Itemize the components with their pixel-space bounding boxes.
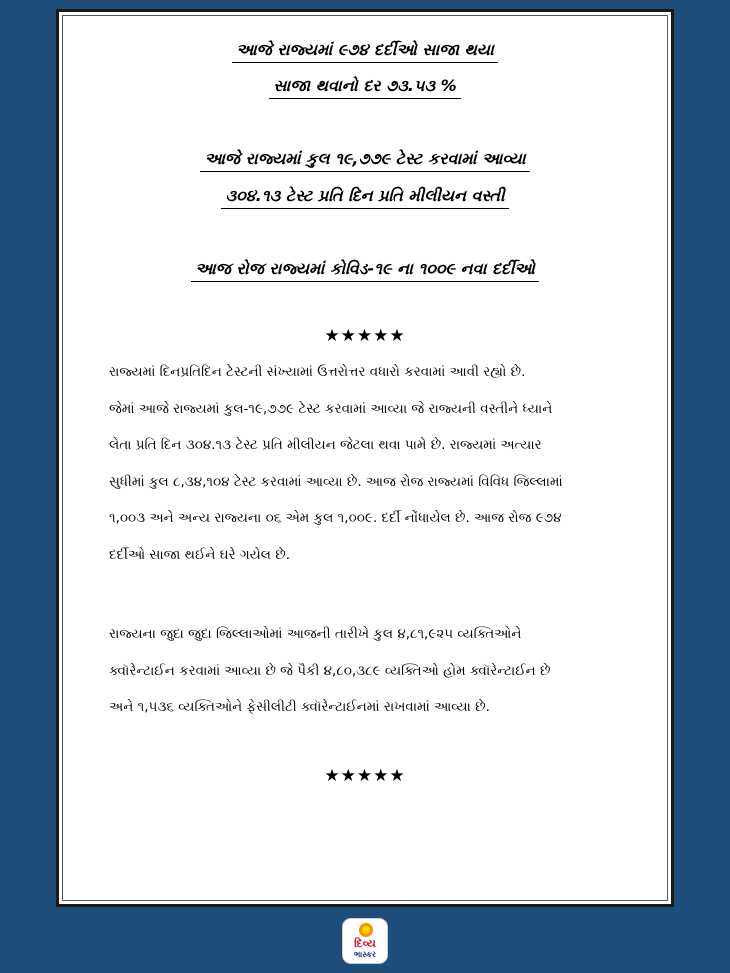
headline-tests-today (59, 149, 671, 169)
paragraph-line: લેતા પ્રતિ દિન ૩૦૪.૧૩ ટેસ્ટ પ્રતિ મીલીયન જેટલા થવા પામે છે. રાજ્યમાં અત્યાર (109, 437, 542, 453)
headline-text: આજ રોજ રાજ્યમાં કોવિડ-૧૯ ના ૧૦૦૯ નવા દર્દીઓ (191, 259, 539, 282)
star-divider-top: ★★★★★ (324, 326, 406, 346)
headline-recovered-today (59, 40, 671, 60)
paragraph-line: અને ૧,૫૩૬ વ્યક્તિઓને ફેસીલીટી ક્વૉરેન્ટાઈનમાં રાખવામાં આવ્યા છે. (109, 699, 490, 715)
paragraph-quarantine (109, 616, 625, 726)
headline-new-cases (59, 259, 671, 279)
headline-recovery-rate (59, 76, 671, 96)
headline-text: સાજા થવાનો દર ૭૩.૫૩ % (269, 76, 460, 99)
paragraph-line: જેમાં આજે રાજ્યમાં કુલ-૧૯,૭૭૯ ટેસ્ટ કરવામાં આવ્યા જે રાજ્યની વસ્તીને ધ્યાને (109, 400, 553, 417)
paragraph-line: રાજ્યમાં દિનપ્રતિદિન ટેસ્ટની સંખ્યામાં ઉત્તરોત્તર વધારો કરવામાં આવી રહ્યો છે. (109, 364, 526, 380)
headline-tests-per-million (59, 186, 671, 206)
paragraph-line: દર્દીઓ સાજા થઈને ઘરે ગયેલ છે. (109, 546, 290, 563)
headline-text: ૩૦૪.૧૩ ટેસ્ટ પ્રતિ દિન પ્રતિ મીલીયન વસ્તી (221, 186, 508, 209)
paragraph-line: સુધીમાં કુલ ૮,૩૪,૧૦૪ ટેસ્ટ કરવામાં આવ્યા છે. આજ રોજ રાજ્યમાં વિવિધ જિલ્લામાં (109, 473, 563, 490)
paragraph-testing (109, 354, 625, 573)
paragraph-line: રાજ્યના જુદા જુદા જિલ્લાઓમાં આજની તારીખે કુલ ૪,૮૧,૯૨૫ વ્યક્તિઓને (109, 626, 522, 642)
document-page (56, 9, 674, 907)
paragraph-line: ક્વૉરેન્ટાઈન કરવામાં આવ્યા છે જે પૈકી ૪,૮૦,૩૮૯ વ્યક્તિઓ હોમ ક્વૉરેન્ટાઈન છે (109, 662, 551, 679)
logo-text-divya: દિવ્ય (354, 937, 376, 950)
star-divider-bottom: ★★★★★ (324, 766, 406, 786)
divya-bhaskar-logo (342, 918, 388, 964)
sun-icon (359, 923, 373, 937)
headline-text: આજે રાજ્યમાં ૯૭૪ દર્દીઓ સાજા થયા (232, 40, 498, 63)
logo-text-bhaskar: ભાસ્કર (353, 950, 377, 959)
paragraph-line: ૧,૦૦૩ અને અન્ય રાજ્યના ૦૬ એમ કુલ ૧,૦૦૯. દર્દી નોંધાયેલ છે. આજ રોજ ૯૭૪ (109, 510, 562, 526)
headline-text: આજે રાજ્યમાં કુલ ૧૯,૭૭૯ ટેસ્ટ કરવામાં આવ્યા (200, 149, 529, 172)
